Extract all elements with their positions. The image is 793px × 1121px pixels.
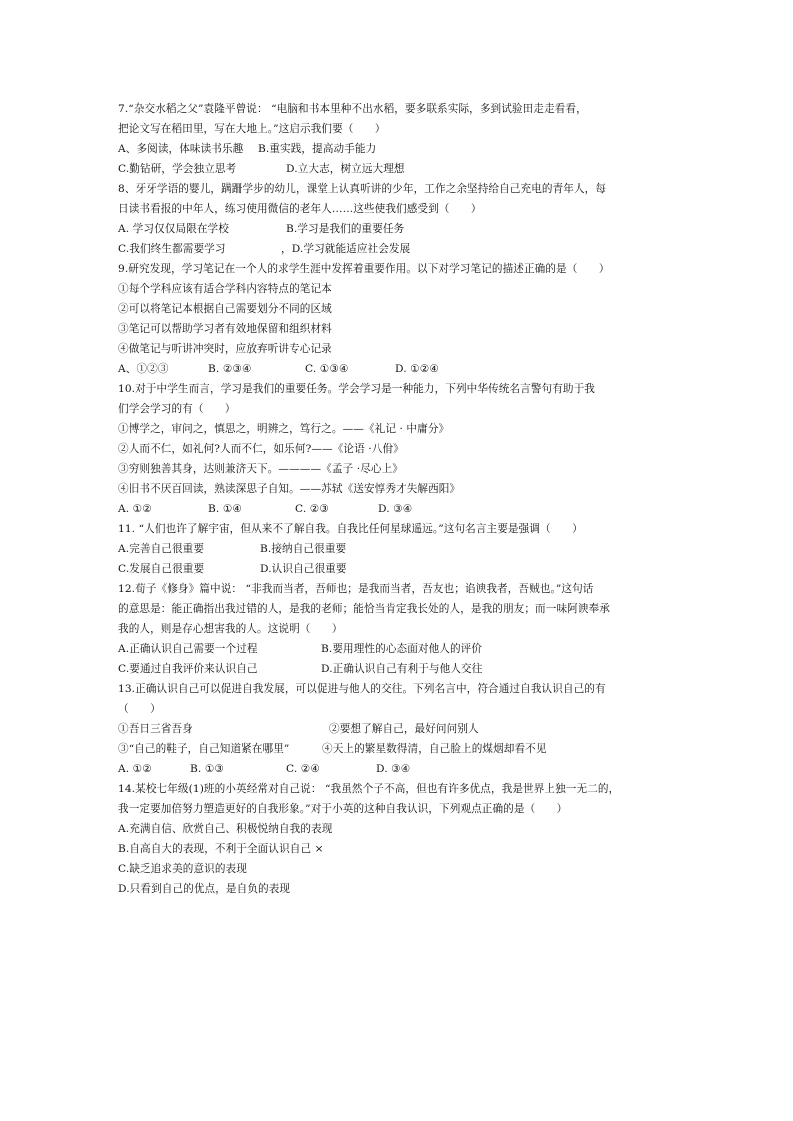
option-a: A.正确认识自己需要一个过程 bbox=[118, 643, 258, 655]
statement: ③笔记可以帮助学习者有效地保留和组织材料 bbox=[118, 323, 332, 335]
statement: ④做笔记与听讲冲突时，应放弃听讲专心记录 bbox=[118, 343, 332, 355]
option-row bbox=[118, 539, 678, 559]
question-text: 把论文写在稻田里，写在大地上。”这启示我们要（ ） bbox=[118, 123, 386, 135]
question-text: 13.正确认识自己可以促进自我发展，可以促进与他人的交往。下列名言中，符合通过自我认识自己的有 bbox=[118, 683, 606, 695]
question-text: 8、牙牙学语的婴儿，蹒跚学步的幼儿，课堂上认真听讲的少年，工作之余坚持给自己充电的青年人，每 bbox=[118, 183, 607, 195]
option-b: B. ①③ bbox=[190, 763, 225, 775]
question-13 bbox=[118, 679, 678, 779]
option-b: B.学习是我们的重要任务 bbox=[286, 223, 405, 235]
question-8 bbox=[118, 179, 678, 259]
option-a: A. ①② bbox=[118, 503, 152, 515]
question-10 bbox=[118, 379, 678, 519]
option-c: C. ②④ bbox=[286, 763, 320, 775]
option-row bbox=[118, 159, 678, 179]
option-d: D.只看到自己的优点，是自负的表现 bbox=[118, 883, 291, 895]
statement: ③穷则独善其身，达则兼济天下。————《孟子 ·尽心上》 bbox=[118, 463, 403, 475]
question-text: 的意思是：能正确指出我过错的人，是我的老师；能恰当肯定我长处的人，是我的朋友；而一味阿谀奉承 bbox=[118, 603, 610, 615]
option-a: A.完善自己很重要 bbox=[118, 543, 205, 555]
option-d: D.立大志，树立远大理想 bbox=[286, 163, 405, 175]
question-text: 7.“杂交水稻之父”袁隆平曾说： “电脑和书本里种不出水稻，要多联系实际，多到试验田走走看看， bbox=[118, 103, 587, 115]
statement: ②可以将笔记本根据自己需要划分不同的区域 bbox=[118, 303, 332, 315]
option-a: A、①②③ bbox=[118, 363, 169, 375]
option-c: C. ①③④ bbox=[305, 363, 349, 375]
question-7 bbox=[118, 99, 678, 179]
option-row bbox=[118, 239, 678, 259]
statement: ④旧书不厌百回读，熟读深思子自知。——苏轼《送安惇秀才失解西阳》 bbox=[118, 483, 461, 495]
question-11 bbox=[118, 519, 678, 579]
option-d: D. ③④ bbox=[376, 763, 411, 775]
statement: ②要想了解自己，最好问问别人 bbox=[329, 723, 479, 735]
option-a: A.充满自信、欣赏自己、积极悦纳自我的表现 bbox=[118, 823, 333, 835]
option-d: ，D.学习就能适应社会发展 bbox=[281, 243, 411, 255]
option-d: D. ①②④ bbox=[395, 363, 439, 375]
option-b: B.自高自大的表现，不利于全面认识自己 × bbox=[118, 843, 324, 855]
statement-row bbox=[118, 739, 678, 759]
option-c: C.要通过自我评价来认识自己 bbox=[118, 663, 258, 675]
question-text: 9.研究发现，学习笔记在一个人的求学生涯中发挥着重要作用。以下对学习笔记的描述正确的是（ ） bbox=[118, 263, 610, 275]
statement: ①博学之，审问之，慎思之，明辨之，笃行之。——《礼记 · 中庸分》 bbox=[118, 423, 450, 435]
statement: ②人而不仁，如礼何?人而不仁，如乐何?——《论语 ·八佾》 bbox=[118, 443, 404, 455]
option-row bbox=[118, 559, 678, 579]
question-text: 11. “人们也许了解宇宙，但从来不了解自我。自我比任何星球遥远。”这句名言主要是强调（ ） bbox=[118, 523, 583, 535]
statement: ①每个学科应该有适合学科内容特点的笔记本 bbox=[118, 283, 332, 295]
question-text: 们学会学习的有（ ） bbox=[118, 403, 236, 415]
option-a: A. ①② bbox=[118, 763, 152, 775]
statement: ③“自己的鞋子，自己知道紧在哪里” bbox=[118, 743, 290, 755]
option-row bbox=[118, 499, 678, 519]
statement: ①吾日三省吾身 bbox=[118, 723, 193, 735]
question-text: 14.某校七年级(1)班的小英经常对自己说： “我虽然个子不高，但也有许多优点，我是世界上独一无二的， bbox=[118, 783, 620, 795]
question-9 bbox=[118, 259, 678, 379]
option-b: B. ①④ bbox=[208, 503, 243, 515]
option-b: B.接纳自己很重要 bbox=[260, 543, 347, 555]
option-row bbox=[118, 759, 678, 779]
exam-content bbox=[118, 99, 678, 899]
question-12 bbox=[118, 579, 678, 679]
option-c: C.发展自己很重要 bbox=[118, 563, 205, 575]
option-row bbox=[118, 659, 678, 679]
option-d: D.正确认识自己有利于与他人交往 bbox=[321, 663, 483, 675]
question-text: 我的人，则是存心想害我的人。这说明（ ） bbox=[118, 623, 343, 635]
question-text: （ ） bbox=[118, 703, 161, 715]
statement: ④天上的繁星数得清，自己脸上的煤烟却看不见 bbox=[322, 743, 547, 755]
question-text: 10.对于中学生而言，学习是我们的重要任务。学会学习是一种能力，下列中华传统名言警句有助于我 bbox=[118, 383, 595, 395]
option-b: B. ②③④ bbox=[208, 363, 252, 375]
question-14 bbox=[118, 779, 678, 899]
option-row bbox=[118, 359, 678, 379]
option-a: A. 学习仅仅局限在学校 bbox=[118, 223, 229, 235]
option-b: B.要用理性的心态面对他人的评价 bbox=[321, 643, 483, 655]
question-text: 我一定要加倍努力塑造更好的自我形象。”对于小英的这种自我认识，下列观点正确的是（ ） bbox=[118, 803, 568, 815]
option-d: D. ③④ bbox=[378, 503, 413, 515]
question-text: 12.荀子《修身》篇中说： “非我而当者，吾师也；是我而当者，吾友也；谄谀我者，吾贼也。”这句话 bbox=[118, 583, 594, 595]
option-c: C.我们终生都需要学习 bbox=[118, 243, 226, 255]
statement-row bbox=[118, 719, 678, 739]
option-row bbox=[118, 219, 678, 239]
option-d: D.认识自己很重要 bbox=[260, 563, 347, 575]
question-text: 日读书看报的中年人，练习使用微信的老年人……这些使我们感受到（ ） bbox=[118, 203, 482, 215]
option-row bbox=[118, 139, 678, 159]
option-b: B.重实践，提高动手能力 bbox=[258, 143, 377, 155]
option-row bbox=[118, 639, 678, 659]
option-c: C. ②③ bbox=[295, 503, 329, 515]
option-c: C.勤钻研，学会独立思考 bbox=[118, 163, 237, 175]
option-c: C.缺乏追求美的意识的表现 bbox=[118, 863, 247, 875]
option-a: A、多阅读，体味读书乐趣 bbox=[118, 143, 244, 155]
